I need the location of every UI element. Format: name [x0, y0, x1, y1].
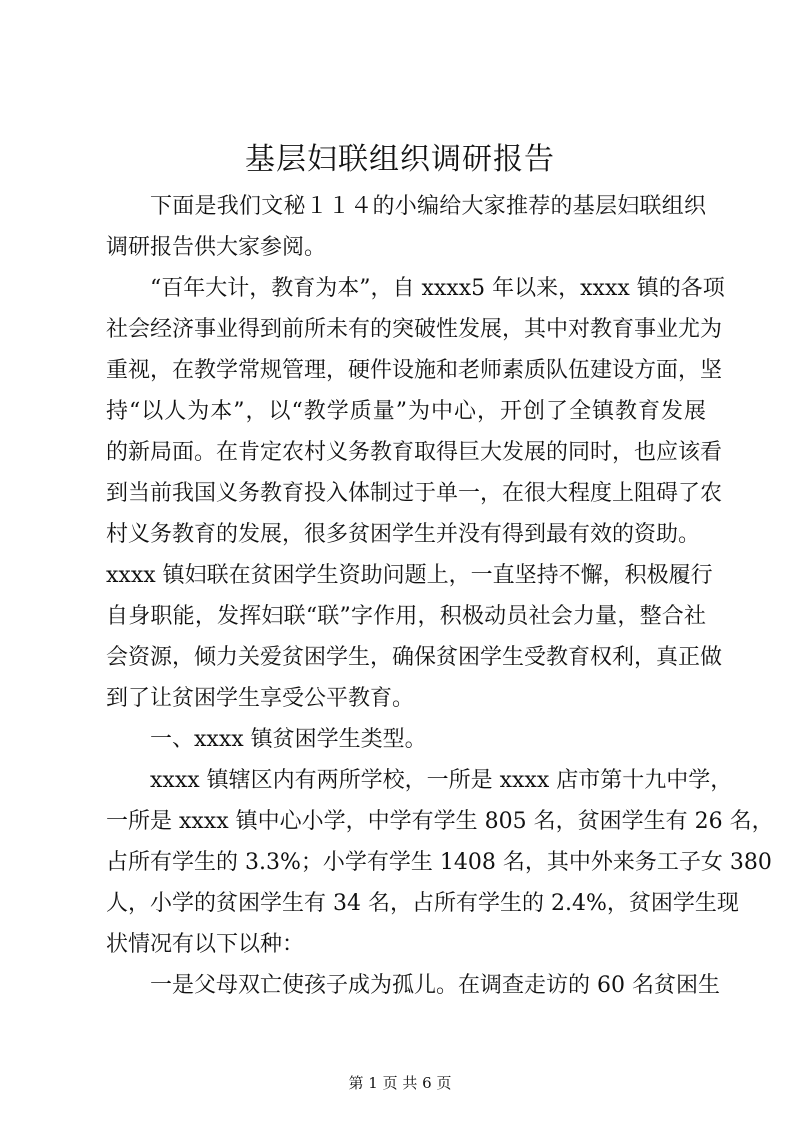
paragraph-line: 社会经济事业得到前所未有的突破性发展，其中对教育事业尤为	[106, 317, 723, 342]
paragraph-line: 一所是 xxxx 镇中心小学，中学有学生 805 名，贫困学生有 26 名，	[106, 809, 774, 834]
paragraph-line: 到了让贫困学生享受公平教育。	[106, 686, 415, 711]
page-number-footer: 第 1 页 共 6 页	[348, 1074, 452, 1092]
paragraph-line: 持“以人为本”，以“教学质量”为中心，开创了全镇教育发展	[106, 399, 706, 424]
document-title: 基层妇联组织调研报告	[245, 142, 555, 177]
paragraph-line: 自身职能，发挥妇联“联”字作用，积极动员社会力量，整合社	[106, 604, 706, 629]
paragraph-line: 一是父母双亡使孩子成为孤儿。在调查走访的 60 名贫困生	[150, 973, 720, 998]
paragraph-line: 状情况有以下以种：	[106, 932, 305, 957]
paragraph-line: 到当前我国义务教育投入体制过于单一，在很大程度上阻碍了农	[106, 481, 723, 506]
paragraph-line: 村义务教育的发展，很多贫困学生并没有得到最有效的资助。	[106, 522, 701, 547]
paragraph-line: xxxx 镇妇联在贫困学生资助问题上，一直坚持不懈，积极履行	[106, 563, 713, 588]
paragraph-line: 会资源，倾力关爱贫困学生，确保贫困学生受教育权利，真正做	[106, 645, 723, 670]
paragraph-line: 人，小学的贫困学生有 34 名，占所有学生的 2.4%，贫困学生现	[106, 891, 739, 916]
paragraph-line: 下面是我们文秘１１４的小编给大家推荐的基层妇联组织	[150, 194, 706, 219]
paragraph-line: 重视，在教学常规管理，硬件设施和老师素质队伍建设方面，坚	[106, 358, 723, 383]
section-heading: 一、xxxx 镇贫困学生类型。	[150, 727, 427, 752]
paragraph-line: “百年大计，教育为本”，自 xxxx5 年以来，xxxx 镇的各项	[150, 276, 725, 301]
paragraph-line: 调研报告供大家参阅。	[106, 235, 327, 260]
paragraph-line: xxxx 镇辖区内有两所学校，一所是 xxxx 店市第十九中学，	[150, 768, 733, 793]
paragraph-line: 占所有学生的 3.3%；小学有学生 1408 名，其中外来务工子女 380	[106, 850, 772, 875]
paragraph-line: 的新局面。在肯定农村义务教育取得巨大发展的同时，也应该看	[106, 440, 723, 465]
